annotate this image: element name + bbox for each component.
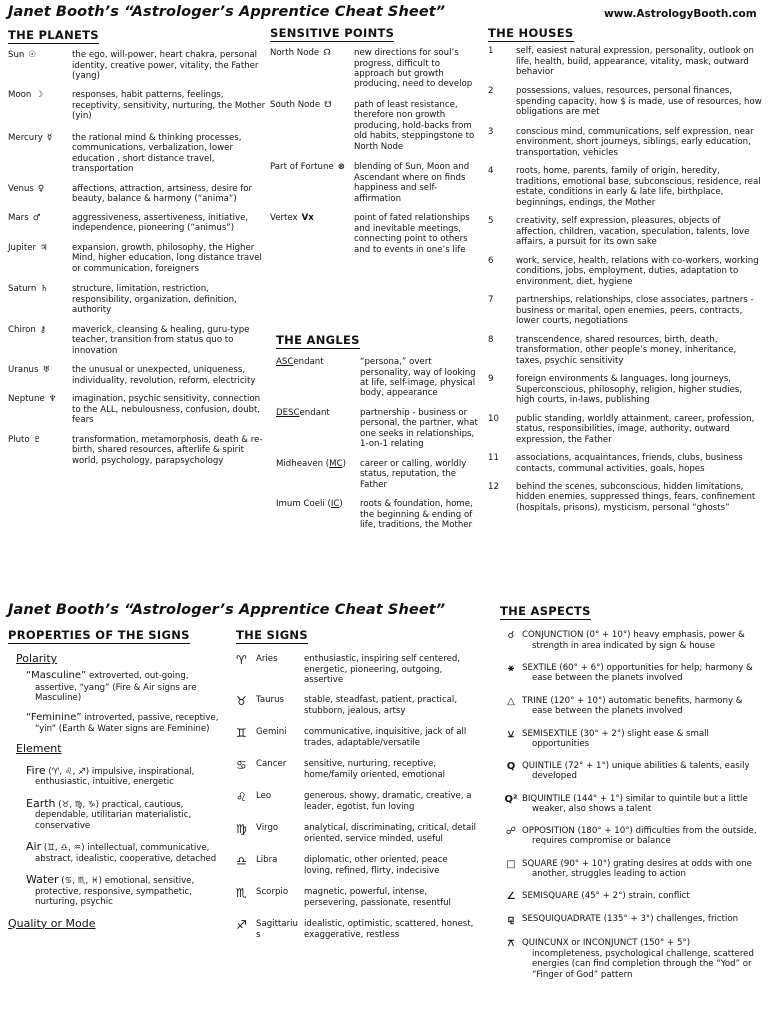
sensitive-points-heading: SENSITIVE POINTS	[270, 26, 394, 42]
angle-desc: career or calling, worldly status, reputation, the Father	[360, 458, 467, 490]
house-number: 4	[488, 166, 494, 177]
sensitive-point-name-cell	[270, 100, 354, 152]
element-heading: Element	[16, 742, 62, 756]
planet-glyph-icon: ♀	[37, 183, 45, 194]
sign-name: Scorpio	[256, 887, 289, 898]
sign-desc: magnetic, powerful, intense, persevering, passionate, resentful	[304, 887, 451, 908]
house-row	[488, 295, 762, 326]
sign-name: Taurus	[256, 695, 284, 706]
sign-glyph-icon: ♊	[236, 726, 247, 741]
angle-row	[276, 357, 482, 399]
masculine-entry	[26, 670, 230, 703]
planet-name-cell	[8, 133, 72, 175]
angle-abbr: DESC	[276, 407, 300, 418]
aspect-row	[500, 663, 762, 684]
masculine-term: “Masculine”	[26, 670, 87, 682]
element-desc: intellectual, communicative, abstract, idealistic, cooperative, detached	[35, 843, 217, 864]
planet-desc: structure, limitation, restriction, responsibility, organization, definition, authority	[72, 284, 237, 316]
sign-row	[236, 759, 476, 780]
house-desc: public standing, worldly attainment, career, profession, status, responsibilities, image, authority, outward expression, the Father	[516, 413, 755, 445]
sensitive-points-section	[270, 26, 482, 255]
house-number: 5	[488, 216, 494, 227]
planets-section	[8, 28, 266, 466]
house-row	[488, 127, 762, 158]
sign-desc: communicative, inquisitive, jack of all trades, adaptable/versatile	[304, 727, 467, 748]
planet-glyph-icon: ♆	[48, 394, 57, 405]
planet-name-cell	[8, 394, 72, 425]
house-row	[488, 453, 762, 474]
aspect-glyph-icon: △	[507, 695, 515, 707]
sign-name-cell	[236, 727, 304, 748]
planet-name-cell	[8, 184, 72, 205]
aspect-row	[500, 891, 762, 903]
planet-glyph-icon: ☿	[46, 132, 53, 143]
sign-row	[236, 887, 476, 908]
sign-row	[236, 919, 476, 940]
sign-desc: generous, showy, dramatic, creative, a leader, egotist, fun loving	[304, 791, 472, 812]
house-desc: transcendence, shared resources, birth, death, transformation, other people’s money, inheritance, taxes, psychic sensitivity	[516, 334, 737, 366]
page-title: Janet Booth’s “Astrologer’s Apprentice Cheat Sheet”	[8, 4, 446, 20]
planet-row	[8, 90, 266, 121]
sign-desc: idealistic, optimistic, scattered, honest, exaggerative, restless	[304, 919, 474, 940]
aspects-heading: THE ASPECTS	[500, 604, 591, 620]
angle-name: Midheaven	[276, 458, 324, 469]
house-row	[488, 46, 762, 77]
feminine-term: “Feminine”	[26, 711, 82, 723]
sensitive-point-row	[270, 213, 482, 255]
house-desc: associations, acquaintances, friends, clubs, business contacts, communal activities, goals, hopes	[516, 453, 743, 474]
houses-section	[488, 26, 762, 513]
sign-glyph-icon: ♐	[236, 918, 247, 933]
planet-desc: transformation, metamorphosis, death & re-birth, shared resources, afterlife & spirit world, psychology, parapsychology	[72, 434, 263, 466]
aspect-glyph-icon: Q²	[504, 793, 518, 805]
aspect-glyph-icon: ⚹	[508, 662, 514, 674]
aspect-glyph-icon: ⚼	[507, 913, 515, 925]
aspect-desc: TRINE (120° + 10°) automatic benefits, harmony & ease between the planets involved	[522, 695, 743, 717]
planet-name: Sun	[8, 50, 25, 61]
aspect-desc: SEXTILE (60° + 6°) opportunities for help; harmony & ease between the planets involved	[522, 662, 753, 684]
aspect-row	[500, 938, 762, 980]
angle-name: Imum Coeli	[276, 499, 325, 510]
feminine-entry	[26, 712, 230, 735]
planet-glyph-icon: ⚷	[39, 324, 47, 335]
polarity-heading: Polarity	[16, 652, 58, 666]
sensitive-point-name-cell	[270, 48, 354, 90]
house-number: 2	[488, 86, 494, 97]
planet-row	[8, 50, 266, 81]
house-desc: partnerships, relationships, close associates, partners - business or marital, open enemies, peers, contracts, lower courts, negotiations	[516, 295, 754, 327]
planet-name-cell	[8, 90, 72, 121]
planet-desc: responses, habit patterns, feelings, receptivity, sensitivity, nurturing, the Mother (yin)	[72, 90, 266, 122]
element-name: Water	[26, 873, 59, 887]
sensitive-point-desc: path of least resistance, therefore non growth producing, hold-backs from old habits, steppingstone to North Node	[354, 99, 475, 152]
aspect-desc: BIQUINTILE (144° + 1°) similar to quintile but a little weaker, also shows a talent	[522, 793, 748, 815]
aspects-section	[500, 604, 762, 980]
angle-desc: partnership - business or personal, the partner, what one seeks in relationships, 1-on-1 relating	[360, 407, 478, 450]
house-desc: work, service, health, relations with co-workers, working conditions, jobs, employment, duties, adaptation to environment, diet, hygiene	[516, 255, 759, 287]
planet-name-cell	[8, 435, 72, 466]
planet-glyph-icon: ♃	[40, 242, 48, 253]
element-name: Fire	[26, 763, 46, 777]
sign-desc: enthusiastic, inspiring self centered, energetic, pioneering, outgoing, assertive	[304, 654, 461, 685]
sign-name: Sagittarius	[256, 919, 298, 940]
sign-name-cell	[236, 855, 304, 876]
house-number: 11	[488, 453, 499, 464]
planet-row	[8, 243, 266, 274]
element-name: Air	[26, 840, 42, 854]
sign-desc: analytical, discriminating, critical, detail oriented, service minded, useful	[304, 823, 477, 844]
quality-heading: Quality or Mode	[8, 916, 96, 930]
page-title-repeat: Janet Booth’s “Astrologer’s Apprentice Cheat Sheet”	[8, 602, 446, 618]
planet-row	[8, 325, 266, 356]
house-desc: foreign environments & languages, long journeys, Superconscious, philosophy, religion, higher studies, high courts, in-laws, publishing	[516, 374, 743, 406]
aspect-row	[500, 794, 762, 815]
aspect-desc: CONJUNCTION (0° + 10°) heavy emphasis, power & strength in area indicated by sign & house	[522, 630, 745, 651]
sign-glyph-icon: ♏	[236, 886, 247, 901]
planet-glyph-icon: ♄	[40, 284, 49, 295]
angle-abbr: MC	[329, 458, 343, 469]
aspect-desc: SQUARE (90° + 10°) grating desires at odds with one another, struggles leading to action	[522, 858, 752, 880]
aspect-glyph-icon: Q	[506, 760, 516, 772]
angles-section	[276, 333, 482, 531]
house-number: 10	[488, 413, 499, 424]
element-entry	[26, 797, 230, 831]
aspect-row	[500, 914, 762, 926]
house-number: 3	[488, 126, 494, 137]
sensitive-point-name: Part of Fortune	[270, 162, 334, 173]
house-number: 6	[488, 255, 494, 266]
house-row	[488, 335, 762, 366]
sensitive-point-name-cell	[270, 213, 354, 255]
house-number: 7	[488, 295, 494, 306]
planet-row	[8, 394, 266, 425]
house-number: 9	[488, 374, 494, 385]
aspect-desc: SESQUIQUADRATE (135° + 3°) challenges, friction	[522, 913, 739, 924]
angle-row	[276, 459, 482, 490]
aspect-desc: QUINCUNX or INCONJUNCT (150° + 5°) incompleteness, psychological challenge, scattered energies (can find completion through the “Yod” or “Finger of God” pattern	[522, 938, 754, 980]
planet-name-cell	[8, 243, 72, 274]
house-row	[488, 482, 762, 513]
sign-name: Aries	[256, 654, 278, 665]
aspect-row	[500, 761, 762, 782]
sign-name: Gemini	[256, 727, 287, 738]
planet-name-cell	[8, 213, 72, 234]
planet-name-cell	[8, 284, 72, 315]
signs-section	[236, 628, 476, 940]
planet-row	[8, 133, 266, 175]
sign-name-cell	[236, 919, 304, 940]
aspect-desc: SEMISEXTILE (30° + 2°) slight ease & small opportunities	[522, 728, 709, 750]
sign-glyph-icon: ♍	[236, 822, 247, 837]
angles-heading: THE ANGLES	[276, 333, 360, 349]
sensitive-point-glyph-icon: Vx	[301, 213, 314, 224]
sensitive-point-name-cell	[270, 162, 354, 204]
sensitive-point-desc: blending of Sun, Moon and Ascendant where on finds happiness and self-affirmation	[354, 162, 470, 204]
element-desc: impulsive, inspirational, enthusiastic, intuitive, energetic	[35, 766, 195, 788]
angle-abbr: ASC	[276, 357, 294, 368]
aspect-desc: OPPOSITION (180° + 10°) difficulties from the outside, requires compromise or balance	[522, 825, 757, 847]
angle-name-cell: Midheaven (MC)	[276, 458, 346, 469]
angle-name-cell: Imum Coeli (IC)	[276, 499, 343, 510]
properties-heading: PROPERTIES OF THE SIGNS	[8, 628, 190, 644]
sign-desc: sensitive, nurturing, receptive, home/family oriented, emotional	[304, 759, 446, 780]
sign-name-cell	[236, 823, 304, 844]
aspect-desc: QUINTILE (72° + 1°) unique abilities & talents, easily developed	[522, 760, 750, 782]
element-glyphs: (♉, ♍, ♑)	[58, 799, 99, 810]
sensitive-point-row	[270, 48, 482, 90]
house-row	[488, 216, 762, 247]
planet-name: Neptune	[8, 394, 45, 405]
element-glyphs: (♈, ♌, ♐)	[48, 766, 90, 777]
sign-desc: stable, steadfast, patient, practical, stubborn, jealous, artsy	[304, 695, 458, 716]
sign-row	[236, 695, 476, 716]
sign-row	[236, 727, 476, 748]
sign-glyph-icon: ♋	[236, 758, 247, 773]
aspect-row	[500, 826, 762, 847]
planet-desc: the ego, will-power, heart chakra, personal identity, creative power, vitality, the Father (yang)	[72, 50, 259, 81]
planet-name: Pluto	[8, 434, 30, 445]
house-desc: conscious mind, communications, self expression, near environment, short journeys, siblings, early education, transportation, vehicles	[516, 126, 754, 158]
sign-name-cell	[236, 887, 304, 908]
planet-desc: aggressiveness, assertiveness, initiative, independence, pioneering (“animus”)	[72, 212, 249, 234]
sensitive-point-name: Vertex	[270, 213, 298, 224]
sensitive-point-row	[270, 100, 482, 152]
sign-name-cell	[236, 791, 304, 812]
sensitive-point-name: South Node	[270, 99, 321, 110]
element-desc: emotional, sensitive, protective, responsive, sympathetic, nurturing, psychic	[35, 876, 195, 908]
element-entry	[26, 873, 230, 907]
sensitive-point-row	[270, 162, 482, 204]
sign-glyph-icon: ♈	[236, 653, 247, 668]
angle-name-cell	[276, 408, 360, 450]
sign-name-cell	[236, 654, 304, 685]
properties-section	[8, 628, 230, 930]
aspect-row	[500, 729, 762, 750]
house-desc: roots, home, parents, family of origin, heredity, traditions, emotional base, subconscious, residence, real estate, conditions in early & late life, birthplace, beginnings, endings, the Mother	[516, 166, 761, 208]
planet-row	[8, 435, 266, 466]
planet-name: Moon	[8, 90, 32, 101]
signs-heading: THE SIGNS	[236, 628, 308, 644]
angle-desc: “persona,” overt personality, way of looking at life, self-image, physical body, appearance	[360, 357, 476, 399]
planet-row	[8, 284, 266, 315]
house-desc: possessions, values, resources, personal finances, spending capacity, how $ is made, use of resources, how obligations are met	[516, 86, 762, 118]
planet-glyph-icon: ♅	[42, 365, 51, 376]
planet-row	[8, 365, 266, 386]
planet-name: Venus	[8, 183, 34, 194]
planet-glyph-icon: ♂	[32, 212, 41, 223]
angle-desc: roots & foundation, home, the beginning & ending of life, traditions, the Mother	[360, 499, 473, 531]
planet-name: Mars	[8, 212, 29, 223]
element-name: Earth	[26, 796, 56, 810]
sign-row	[236, 823, 476, 844]
planet-row	[8, 213, 266, 234]
house-row	[488, 166, 762, 208]
houses-heading: THE HOUSES	[488, 26, 574, 42]
aspect-glyph-icon: ⚻	[507, 938, 515, 950]
planet-glyph-icon: ♇	[33, 434, 42, 445]
aspect-row	[500, 630, 762, 651]
house-row	[488, 374, 762, 405]
sign-name: Cancer	[256, 759, 287, 770]
house-number: 8	[488, 334, 494, 345]
planet-desc: maverick, cleansing & healing, guru-type teacher, transition from status quo to innovation	[72, 324, 250, 356]
sign-desc: diplomatic, other oriented, peace loving, refined, flirty, indecisive	[304, 855, 448, 876]
element-desc: practical, cautious, dependable, utilitarian materialistic, conservative	[35, 799, 192, 831]
aspect-glyph-icon: ⚺	[507, 728, 515, 740]
planet-desc: imagination, psychic sensitivity, connection to the ALL, nebulousness, confusion, doubt, fears	[72, 394, 261, 426]
website-url[interactable]: www.AstrologyBooth.com	[604, 8, 757, 20]
element-entry	[26, 840, 230, 864]
aspect-glyph-icon: ☍	[505, 825, 517, 837]
planet-row	[8, 184, 266, 205]
planet-glyph-icon: ☉	[28, 50, 37, 61]
angle-name-rest: endant	[299, 407, 330, 418]
house-desc: self, easiest natural expression, personality, outlook on life, health, build, appearance, vitality, mask, outward behavior	[516, 46, 754, 77]
sign-glyph-icon: ♉	[236, 694, 247, 709]
sensitive-point-glyph-icon: ☊	[323, 48, 331, 59]
planet-name: Chiron	[8, 324, 36, 335]
planet-name-cell	[8, 50, 72, 81]
planet-name-cell	[8, 365, 72, 386]
sign-name: Leo	[256, 791, 272, 802]
element-glyphs: (♋, ♏, ♓)	[61, 876, 103, 887]
aspect-glyph-icon: □	[506, 858, 516, 870]
element-entry	[26, 764, 230, 788]
house-desc: behind the scenes, subconscious, hidden limitations, hidden enemies, suppressed things, fears, confinement (hospitals, prisons), mysticism, personal “ghosts”	[516, 482, 756, 513]
sign-glyph-icon: ♎	[236, 854, 247, 869]
sign-row	[236, 855, 476, 876]
sign-name-cell	[236, 759, 304, 780]
sign-row	[236, 791, 476, 812]
planet-name-cell	[8, 325, 72, 356]
planet-desc: the unusual or unexpected, uniqueness, individuality, revolution, reform, electricity	[72, 365, 256, 386]
planet-glyph-icon: ☽	[35, 90, 44, 101]
sensitive-point-glyph-icon: ☋	[324, 99, 332, 110]
planet-desc: the rational mind & thinking processes, communications, verbalization, lower education , short distance travel, transportation	[72, 132, 242, 175]
planets-heading: THE PLANETS	[8, 28, 99, 44]
house-number: 1	[488, 46, 494, 57]
aspect-glyph-icon: ☌	[507, 630, 515, 642]
element-glyphs: (♊, ♎, ♒)	[43, 843, 85, 854]
sign-glyph-icon: ♌	[236, 790, 247, 805]
planet-desc: expansion, growth, philosophy, the Higher Mind, higher education, long distance travel or communication, foreigners	[72, 242, 262, 274]
aspect-row	[500, 696, 762, 717]
house-desc: creativity, self expression, pleasures, objects of affection, children, vacation, speculation, talents, love affairs, a pursuit for its own sake	[516, 216, 750, 248]
house-row	[488, 414, 762, 445]
planet-desc: affections, attraction, artsiness, desire for beauty, balance & harmony (“anima”)	[72, 183, 253, 205]
house-row	[488, 86, 762, 117]
house-number: 12	[488, 482, 499, 492]
angle-name-cell	[276, 357, 360, 399]
sign-name: Libra	[256, 855, 278, 866]
aspect-glyph-icon: ∠	[506, 890, 516, 902]
aspect-desc: SEMISQUARE (45° + 2°) strain, conflict	[522, 890, 690, 901]
feminine-desc: introverted, passive, receptive, “yin” (Earth & Water signs are Feminine)	[35, 712, 219, 734]
planet-name: Uranus	[8, 365, 39, 376]
planet-name: Saturn	[8, 284, 37, 295]
sign-name-cell	[236, 695, 304, 716]
angle-name-rest: endant	[293, 357, 324, 368]
masculine-desc: extroverted, out-going, assertive, “yang” (Fire & Air signs are Masculine)	[35, 671, 197, 704]
aspect-row	[500, 859, 762, 880]
angle-row	[276, 408, 482, 450]
sensitive-point-name: North Node	[270, 48, 320, 59]
sensitive-point-desc: point of fated relationships and inevitable meetings, connecting point to others and to events in one’s life	[354, 213, 470, 255]
angle-row	[276, 499, 482, 530]
sign-name: Virgo	[256, 823, 279, 834]
sensitive-point-glyph-icon: ⊗	[337, 162, 345, 173]
angle-abbr: IC	[330, 499, 340, 510]
planet-name: Jupiter	[8, 242, 37, 253]
sign-row	[236, 654, 476, 685]
house-row	[488, 256, 762, 287]
planet-name: Mercury	[8, 132, 43, 143]
sensitive-point-desc: new directions for soul’s progress, difficult to approach but growth producing, need to develop	[354, 48, 473, 90]
